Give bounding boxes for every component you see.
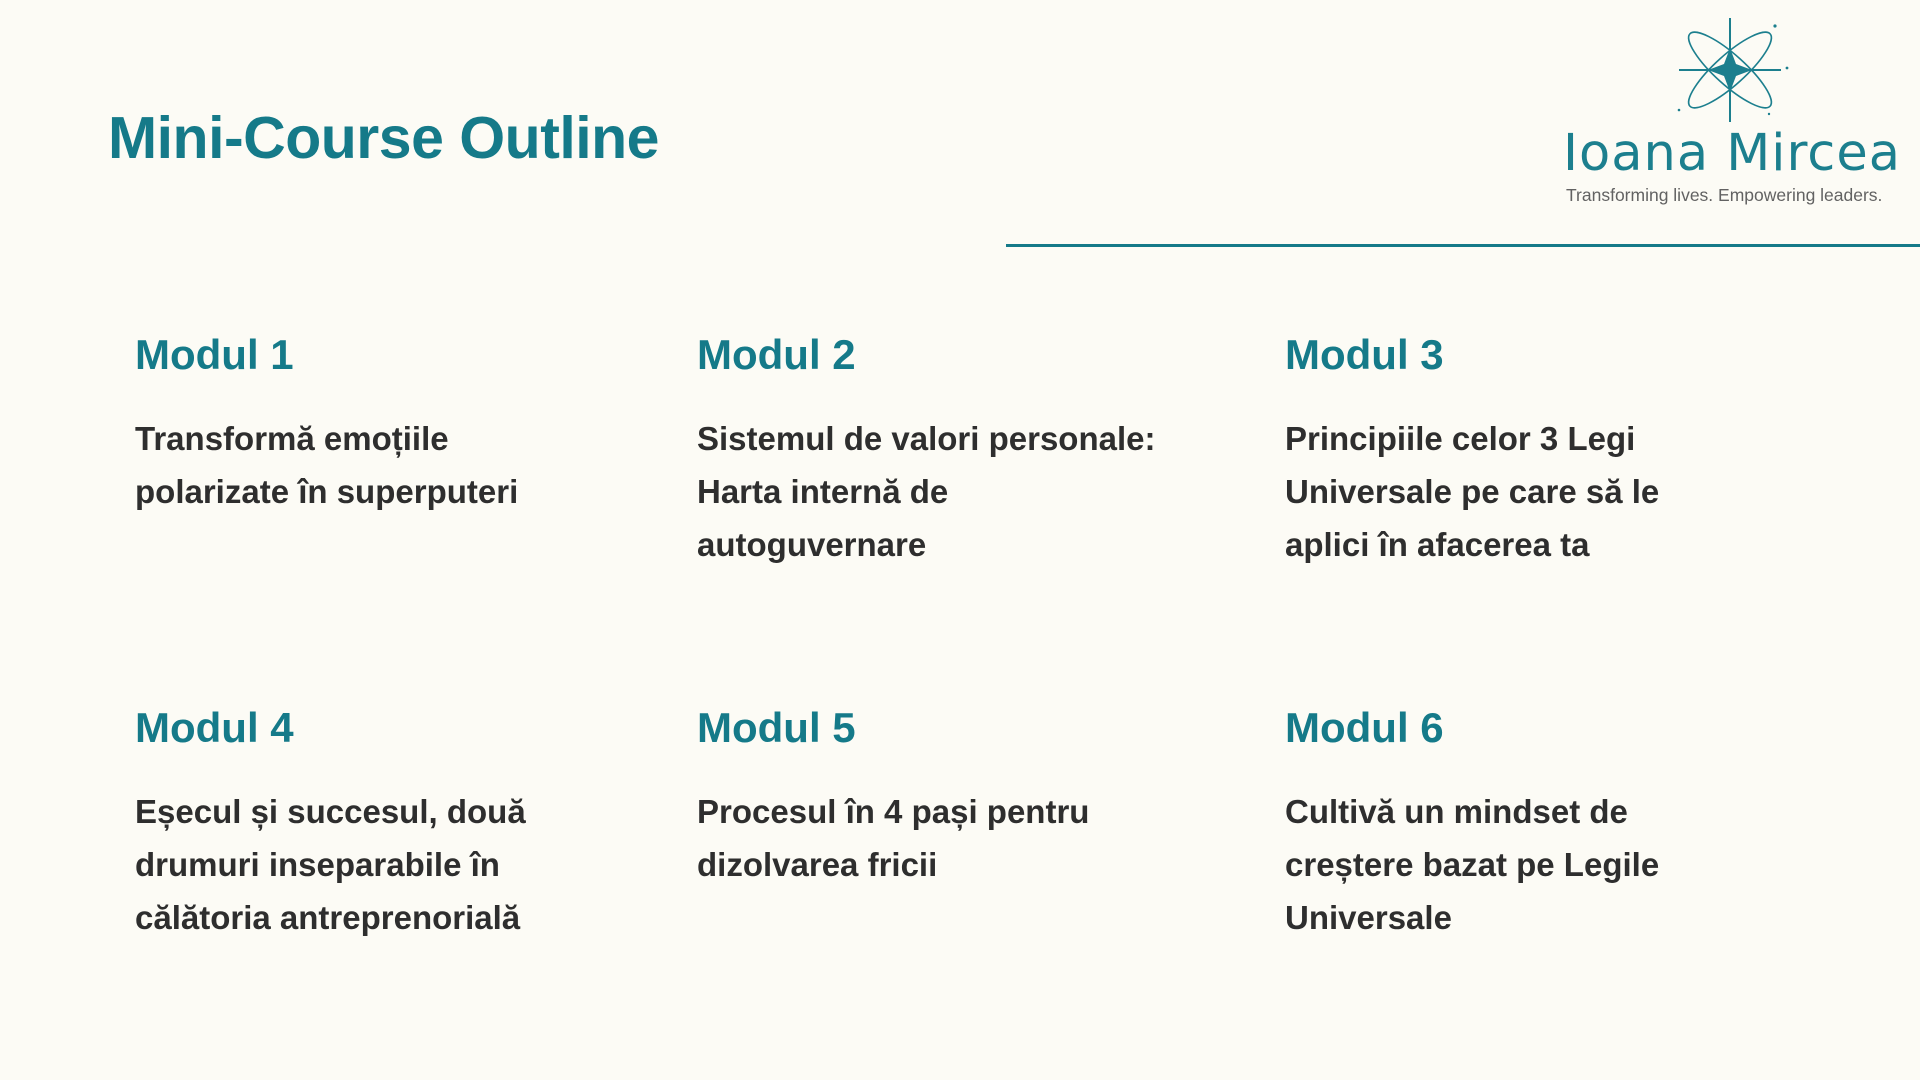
description-line: Principiile celor 3 Legi <box>1285 420 1636 457</box>
description-line: dizolvarea fricii <box>697 846 938 883</box>
module-title: Modul 3 <box>1285 331 1444 378</box>
description-line: Sistemul de valori personale: <box>697 420 1156 457</box>
page-title: Mini-Course Outline <box>108 105 659 171</box>
brand-name: Ioana Mircea <box>1563 124 1901 183</box>
brand-logo <box>1555 14 1900 204</box>
module-title: Modul 2 <box>697 331 856 378</box>
module-description <box>697 785 1197 891</box>
module-description <box>135 785 635 944</box>
description-line: călătoria antreprenorială <box>135 899 521 936</box>
module-card <box>697 331 1197 571</box>
description-line: polarizate în superputeri <box>135 473 519 510</box>
module-card <box>697 704 1197 891</box>
description-line: aplici în afacerea ta <box>1285 526 1590 563</box>
module-description <box>1285 412 1785 571</box>
description-line: Cultivă un mindset de <box>1285 793 1628 830</box>
description-line: Universale pe care să le <box>1285 473 1660 510</box>
module-title: Modul 5 <box>697 704 856 751</box>
module-card <box>1285 704 1785 944</box>
description-line: Transformă emoțiile <box>135 420 449 457</box>
description-line: Harta internă de <box>697 473 949 510</box>
module-card <box>135 331 635 518</box>
module-title: Modul 6 <box>1285 704 1444 751</box>
header-divider <box>1006 244 1920 247</box>
description-line: Eșecul și succesul, două <box>135 793 526 830</box>
description-line: autoguvernare <box>697 526 927 563</box>
description-line: Procesul în 4 pași pentru <box>697 793 1090 830</box>
description-line: creștere bazat pe Legile <box>1285 846 1660 883</box>
star-burst-icon <box>1665 14 1795 126</box>
module-title: Modul 1 <box>135 331 294 378</box>
description-line: drumuri inseparabile în <box>135 846 500 883</box>
description-line: Universale <box>1285 899 1452 936</box>
module-card <box>135 704 635 944</box>
module-title: Modul 4 <box>135 704 294 751</box>
module-description <box>135 412 635 518</box>
brand-tagline: Transforming lives. Empowering leaders. <box>1566 185 1883 205</box>
module-description <box>1285 785 1785 944</box>
module-card <box>1285 331 1785 571</box>
module-description <box>697 412 1197 571</box>
